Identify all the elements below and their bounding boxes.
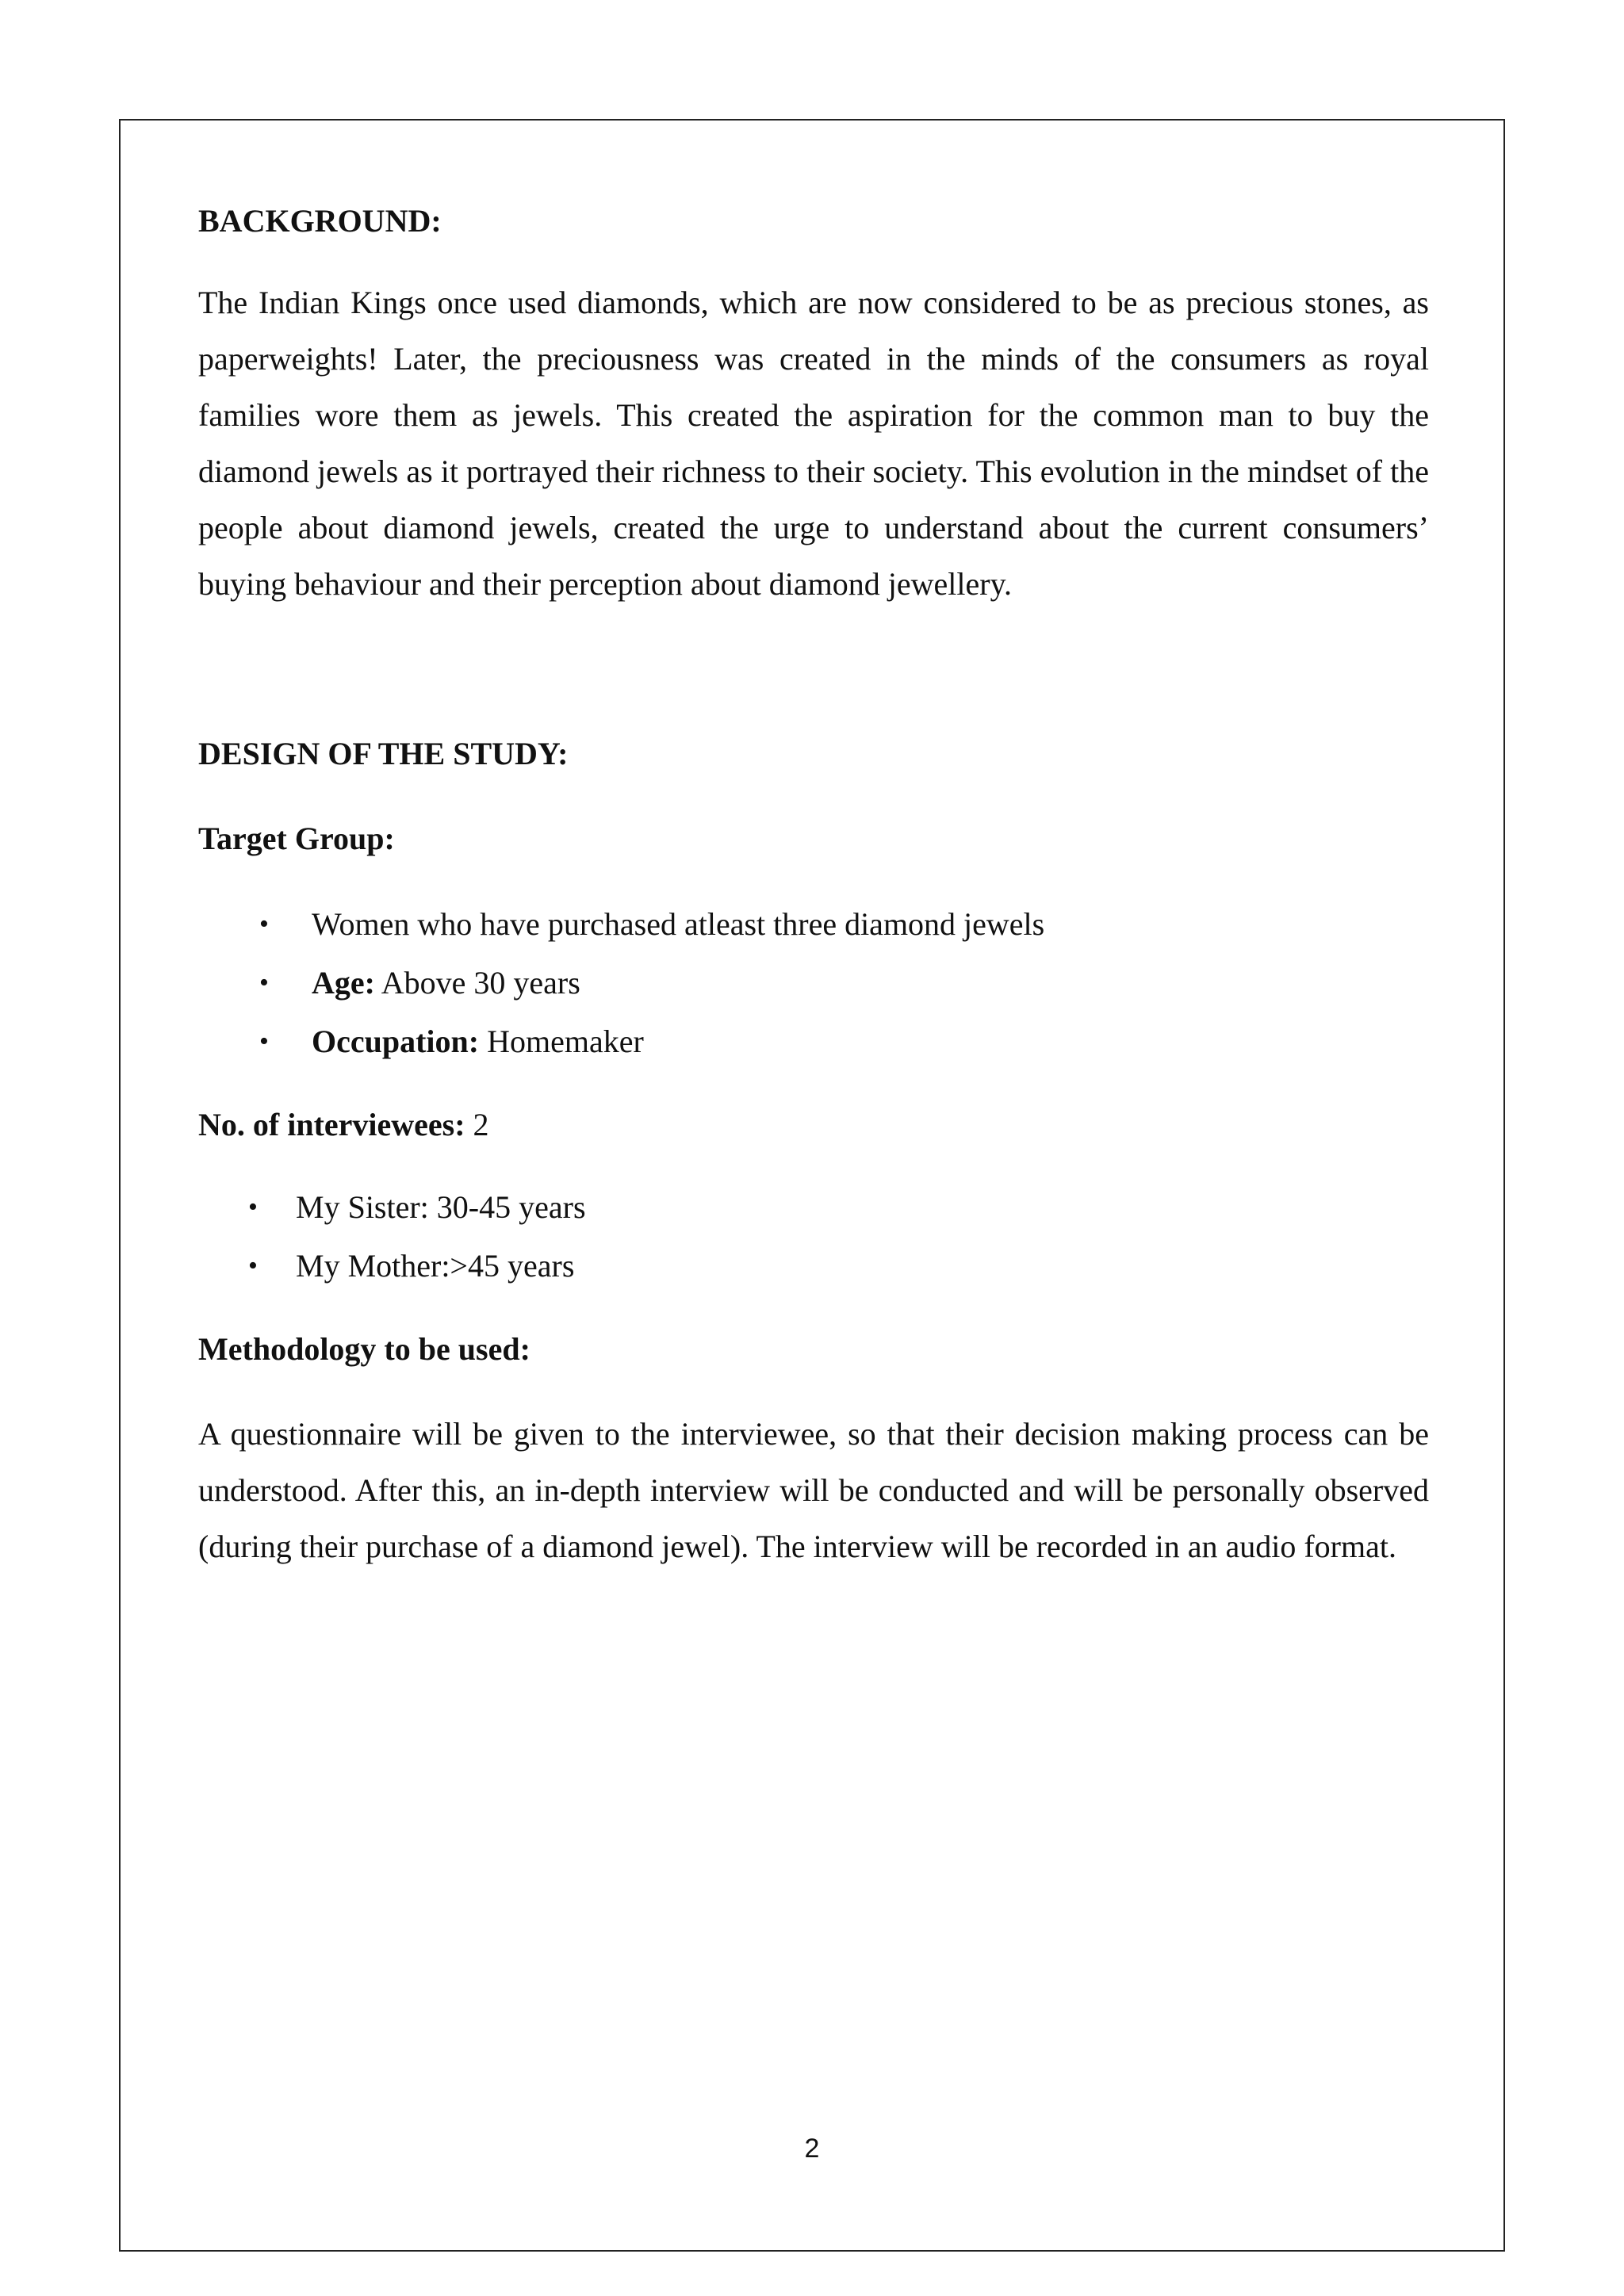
item-text: My Mother:>45 years (296, 1248, 575, 1284)
page-number: 2 (804, 2133, 820, 2164)
interviewees-count: 2 (465, 1107, 489, 1142)
target-group-label: Target Group: (198, 821, 395, 856)
list-item (198, 954, 1429, 1012)
bullet-icon: • (259, 1027, 269, 1056)
document-body (198, 193, 1429, 1575)
list-item (198, 1012, 1429, 1071)
item-text: Women who have purchased atleast three diamond jewels (312, 906, 1045, 942)
interviewees-list (198, 1178, 1429, 1295)
item-text: Above 30 years (374, 965, 580, 1001)
interviewees-label: No. of interviewees: (198, 1107, 465, 1142)
interviewees-line (198, 1096, 1429, 1153)
bullet-icon: • (259, 968, 269, 997)
list-item (198, 1178, 1429, 1237)
background-heading: BACKGROUND: (198, 203, 442, 239)
methodology-paragraph: A questionnaire will be given to the interviewee, so that their decision making process can be understood. After this, an in-depth interview will be conducted and will be personally observed (during their purchase of a diamond jewel). The interview will be recorded in an audio format. (198, 1416, 1429, 1564)
bullet-icon: • (259, 909, 269, 939)
item-bold-label: Occupation: (312, 1024, 480, 1059)
item-bold-label: Age: (312, 965, 375, 1001)
list-item (198, 895, 1429, 954)
bullet-icon: • (248, 1192, 258, 1222)
background-paragraph: The Indian Kings once used diamonds, which are now considered to be as precious stones, as paperweights! Later, the preciousness was created in the minds of the consumers as royal families wore them as jewels. This created the aspiration for the common man to buy the diamond jewels as it portrayed their richness to their society. This evolution in the mindset of the people about diamond jewels, created the urge to understand about the current consumers’ buying behaviour and their perception about diamond jewellery. (198, 285, 1429, 602)
item-text: My Sister: 30-45 years (296, 1189, 586, 1225)
item-text: Homemaker (479, 1024, 644, 1059)
methodology-label: Methodology to be used: (198, 1331, 530, 1367)
design-of-study-heading: DESIGN OF THE STUDY: (198, 736, 569, 771)
list-item (198, 1237, 1429, 1295)
target-group-list (198, 895, 1429, 1071)
bullet-icon: • (248, 1251, 258, 1280)
